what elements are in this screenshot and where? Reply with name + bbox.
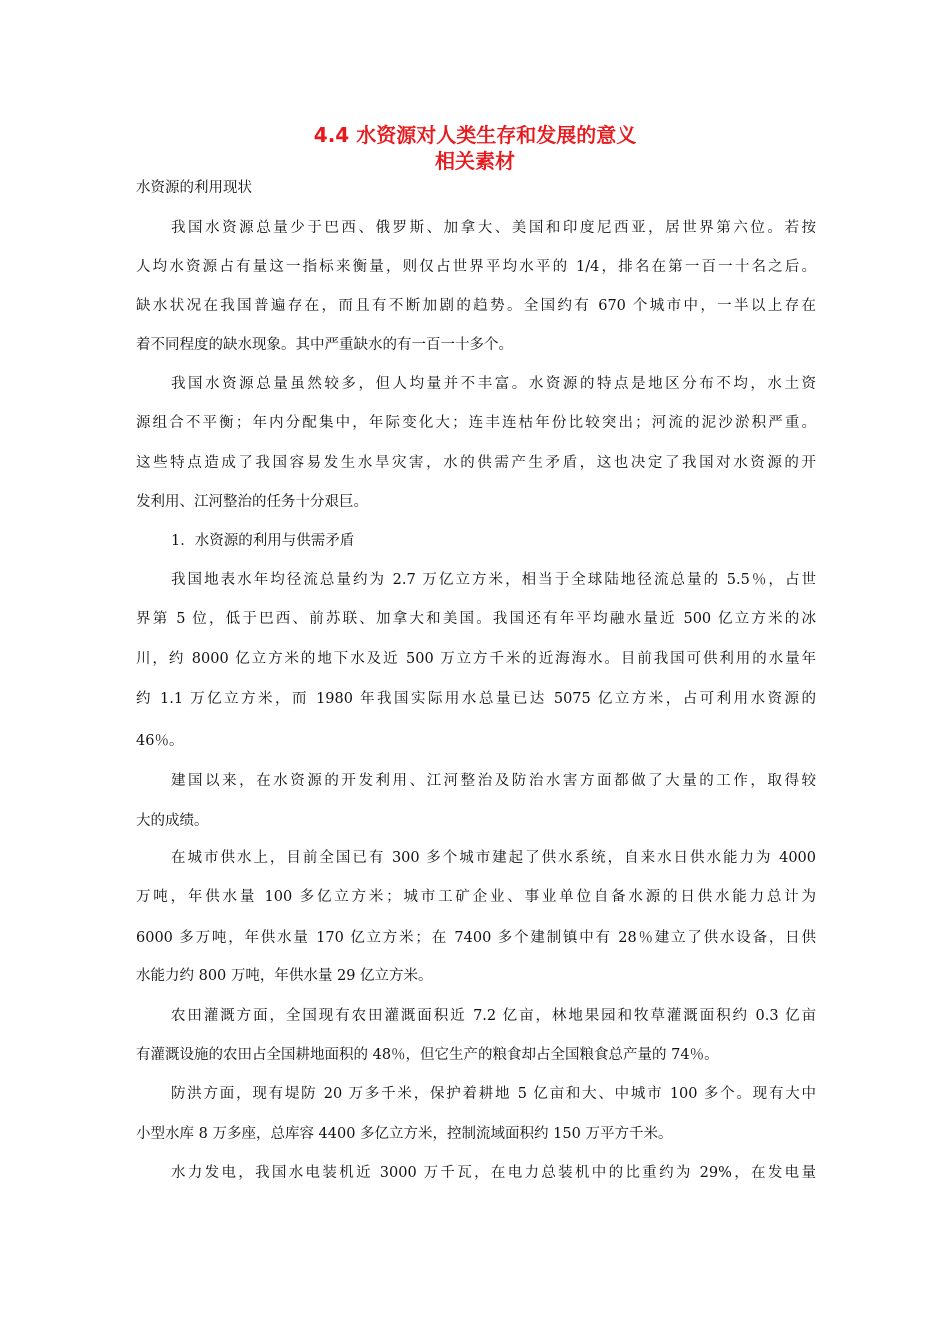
text-line: 水能力约 800 万吨，年供水量 29 亿立方米。 xyxy=(136,968,433,984)
text-line: 建国以来，在水资源的开发利用、江河整治及防治水害方面都做了大量的工作，取得较 xyxy=(171,773,816,789)
document-subtitle: 相关素材 xyxy=(435,149,515,173)
text-line: 水力发电，我国水电装机近 3000 万千瓦，在电力总装机中的比重约为 29%，在发电量 xyxy=(171,1165,816,1181)
text-line: 万吨，年供水量 100 多亿立方米；城市工矿企业、事业单位自备水源的日供水能力总计为 xyxy=(136,889,816,905)
text-line: 这些特点造成了我国容易发生水旱灾害，水的供需产生矛盾，这也决定了我国对水资源的开 xyxy=(136,455,816,471)
text-line: 人均水资源占有量这一指标来衡量，则仅占世界平均水平的 1/4，排名在第一百一十名之后。 xyxy=(136,259,816,275)
text-line: 46％。 xyxy=(136,733,184,749)
text-line: 防洪方面，现有堤防 20 万多千米，保护着耕地 5 亿亩和大、中城市 100 多个。现有大中 xyxy=(171,1086,816,1102)
text-line: 大的成绩。 xyxy=(136,813,209,829)
text-line: 发利用、江河整治的任务十分艰巨。 xyxy=(136,494,368,510)
text-line: 小型水库 8 万多座，总库容 4400 多亿立方米，控制流域面积约 150 万平方千米。 xyxy=(136,1126,673,1142)
text-line: 川，约 8000 亿立方米的地下水及近 500 万立方千米的近海海水。目前我国可供利用的水量年 xyxy=(136,651,816,667)
text-line: 缺水状况在我国普遍存在，而且有不断加剧的趋势。全国约有 670 个城市中，一半以上存在 xyxy=(136,298,816,314)
numbered-heading: 1．水资源的利用与供需矛盾 xyxy=(171,533,355,549)
text-line: 6000 多万吨，年供水量 170 亿立方米；在 7400 多个建制镇中有 28％建立了供水设备，日供 xyxy=(136,930,816,946)
text-line: 我国水资源总量少于巴西、俄罗斯、加拿大、美国和印度尼西亚，居世界第六位。若按 xyxy=(171,220,816,236)
text-line: 约 1.1 万亿立方米，而 1980 年我国实际用水总量已达 5075 亿立方米，占可利用水资源的 xyxy=(136,691,816,707)
document-title: 4.4 水资源对人类生存和发展的意义 xyxy=(313,123,637,147)
text-line: 着不同程度的缺水现象。其中严重缺水的有一百一十多个。 xyxy=(136,337,513,353)
text-line: 在城市供水上，目前全国已有 300 多个城市建起了供水系统，自来水日供水能力为 4000 xyxy=(171,850,816,866)
text-line: 农田灌溉方面，全国现有农田灌溉面积近 7.2 亿亩，林地果园和牧草灌溉面积约 0.3 亿亩 xyxy=(171,1008,816,1024)
text-line: 有灌溉设施的农田占全国耕地面积的 48％，但它生产的粮食却占全国粮食总产量的 74％。 xyxy=(136,1047,719,1063)
text-line: 源组合不平衡；年内分配集中，年际变化大；连丰连枯年份比较突出；河流的泥沙淤积严重。 xyxy=(136,415,816,431)
text-line: 界第 5 位，低于巴西、前苏联、加拿大和美国。我国还有年平均融水量近 500 亿立方米的冰 xyxy=(136,611,816,627)
text-line: 我国地表水年均径流总量约为 2.7 万亿立方米，相当于全球陆地径流总量的 5.5％，占世 xyxy=(171,572,816,588)
text-line: 我国水资源总量虽然较多，但人均量并不丰富。水资源的特点是地区分布不均，水土资 xyxy=(171,376,816,392)
section-heading: 水资源的利用现状 xyxy=(136,180,252,196)
